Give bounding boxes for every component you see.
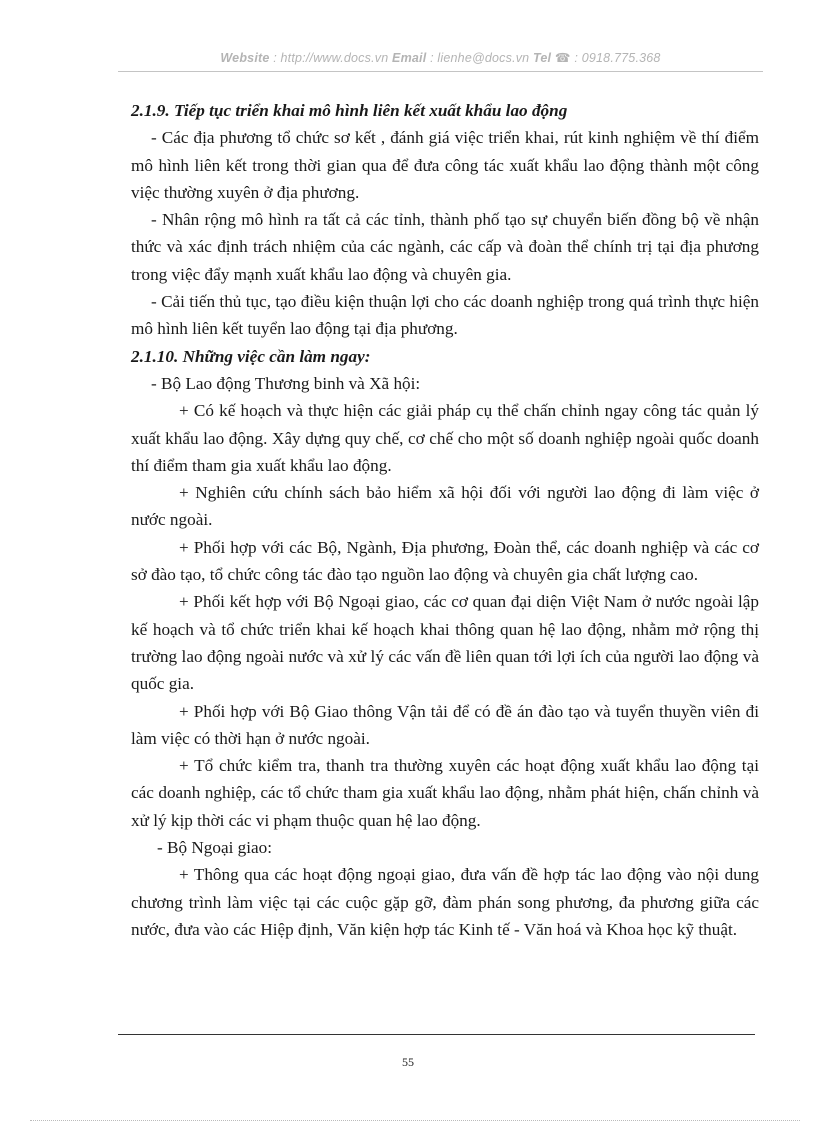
paragraph: + Phối hợp với các Bộ, Ngành, Địa phương, Đoàn thể, các doanh nghiệp và các cơ sở đào tạo, tổ chức công tác đào tạo nguồn lao động và chuyên gia chất lượng cao.: [131, 537, 759, 585]
tel-label: Tel: [533, 51, 552, 65]
header-divider: [118, 71, 763, 72]
paragraph: + Nghiên cứu chính sách bảo hiểm xã hội đối với người lao động đi làm việc ở nước ngoài.: [131, 483, 759, 530]
paragraph: + Thông qua các hoạt động ngoại giao, đưa vấn đề hợp tác lao động vào nội dung chương trình làm việc tại các cuộc gặp gỡ, đàm phán song phương, đa phương giữa các nước, đưa vào các Hiệp định, Văn kiện hợp tác Kinh tế - Văn hoá và Khoa học kỹ thuật.: [131, 865, 759, 939]
document-body: [131, 97, 759, 943]
paragraph: - Nhân rộng mô hình ra tất cả các tỉnh, thành phố tạo sự chuyển biến đồng bộ về nhận thức và xác định trách nhiệm của các ngành, các cấp và đoàn thể chính trị tại địa phương trong việc đẩy mạnh xuất khẩu lao động và chuyên gia.: [131, 210, 759, 284]
footer-divider: [118, 1034, 755, 1035]
tel-value: : 0918.775.368: [570, 51, 661, 65]
page-bottom-border: [30, 1120, 800, 1121]
website-label: Website: [220, 51, 270, 65]
paragraph: + Phối kết hợp với Bộ Ngoại giao, các cơ quan đại diện Việt Nam ở nước ngoài lập kế hoạch và tổ chức triển khai kế hoạch khai thông quan hệ lao động, nhằm mở rộng thị trường lao động ngoài nước và xử lý các vấn đề liên quan tới lợi ích của người lao động và quốc gia.: [131, 592, 759, 694]
paragraph: + Phối hợp với Bộ Giao thông Vận tải để có đề án đào tạo và tuyển thuyền viên đi làm việc có thời hạn ở nước ngoài.: [131, 701, 759, 748]
paragraph: - Bộ Lao động Thương binh và Xã hội:: [151, 373, 421, 393]
section-heading-2-1-10: 2.1.10. Những việc cần làm ngay:: [131, 346, 371, 366]
email-label: Email: [392, 51, 427, 65]
paragraph: + Tổ chức kiểm tra, thanh tra thường xuyên các hoạt động xuất khẩu lao động tại các doanh nghiệp, các tổ chức tham gia xuất khẩu lao động, nhằm phát hiện, chấn chỉnh và xử lý kịp thời các vi phạm thuộc quan hệ lao động.: [131, 756, 759, 830]
page-number: 55: [402, 1055, 414, 1069]
page-header: [118, 50, 763, 65]
website-value: : http://www.docs.vn: [269, 51, 393, 65]
paragraph: - Bộ Ngoại giao:: [157, 838, 273, 858]
section-heading-2-1-9: 2.1.9. Tiếp tục triển khai mô hình liên kết xuất khẩu lao động: [131, 101, 568, 120]
paragraph: + Có kế hoạch và thực hiện các giải pháp cụ thể chấn chỉnh ngay công tác quản lý xuất khẩu lao động. Xây dựng quy chế, cơ chế cho một số doanh nghiệp ngoài quốc doanh thí điểm tham gia xuất khẩu lao động.: [131, 401, 759, 475]
email-value: : lienhe@docs.vn: [426, 51, 534, 65]
phone-icon: ☎: [554, 51, 571, 65]
paragraph: - Các địa phương tổ chức sơ kết , đánh giá việc triển khai, rút kinh nghiệm về thí điểm mô hình liên kết trong thời gian qua để đưa công tác xuất khẩu lao động thành một công việc thường xuyên ở địa phương.: [131, 128, 759, 202]
paragraph: - Cải tiến thủ tục, tạo điều kiện thuận lợi cho các doanh nghiệp trong quá trình thực hiện mô hình liên kết tuyển lao động tại địa phương.: [131, 292, 759, 339]
